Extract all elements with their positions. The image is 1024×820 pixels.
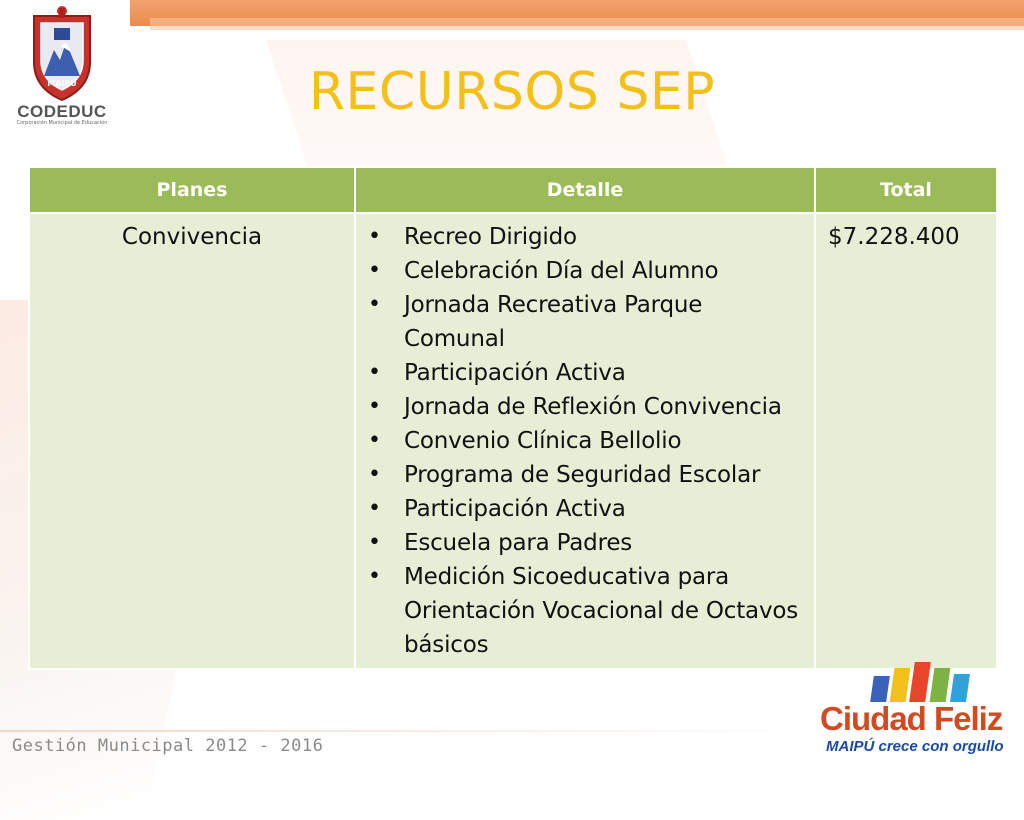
- ciudad-feliz-tagline: MAIPÚ crece con orgullo: [826, 738, 1004, 755]
- cell-detail: [355, 213, 815, 669]
- ciudad-feliz-bars-icon: [872, 662, 982, 702]
- slide-title: RECURSOS SEP: [308, 62, 716, 122]
- detail-item: • Participación Activa: [356, 356, 806, 390]
- top-band-highlight: [150, 18, 1024, 30]
- header-planes: Planes: [29, 167, 355, 213]
- header-total: Total: [815, 167, 997, 213]
- detail-item: • Jornada de Reflexión Convivencia: [356, 390, 806, 424]
- detail-item: • Medición Sicoeducativa para Orientación Vocacional de Octavos básicos: [356, 560, 806, 662]
- resources-table: [28, 166, 998, 670]
- header-detalle: Detalle: [355, 167, 815, 213]
- detail-item: • Convenio Clínica Bellolio: [356, 424, 806, 458]
- footer-text: Gestión Municipal 2012 - 2016: [12, 736, 324, 756]
- detail-item: • Participación Activa: [356, 492, 806, 526]
- detail-list: [356, 220, 806, 662]
- detail-item: • Escuela para Padres: [356, 526, 806, 560]
- table-row: [29, 213, 997, 669]
- ciudad-feliz-name: Ciudad Feliz: [820, 700, 1003, 737]
- table-header-row: [29, 167, 997, 213]
- codeduc-logo-name: CODEDUC: [17, 102, 107, 121]
- detail-item: • Celebración Día del Alumno: [356, 254, 806, 288]
- codeduc-seal-text: MAIPÚ: [47, 79, 77, 88]
- detail-item: • Jornada Recreativa Parque Comunal: [356, 288, 806, 356]
- detail-item: • Recreo Dirigido: [356, 220, 806, 254]
- cell-total: $7.228.400: [815, 213, 997, 669]
- footer-divider: [0, 730, 820, 732]
- ciudad-feliz-logo: [816, 662, 1024, 768]
- detail-item: • Programa de Seguridad Escolar: [356, 458, 806, 492]
- codeduc-logo-subtitle: Corporación Municipal de Educación: [16, 120, 108, 126]
- cell-plan: Convivencia: [29, 213, 355, 669]
